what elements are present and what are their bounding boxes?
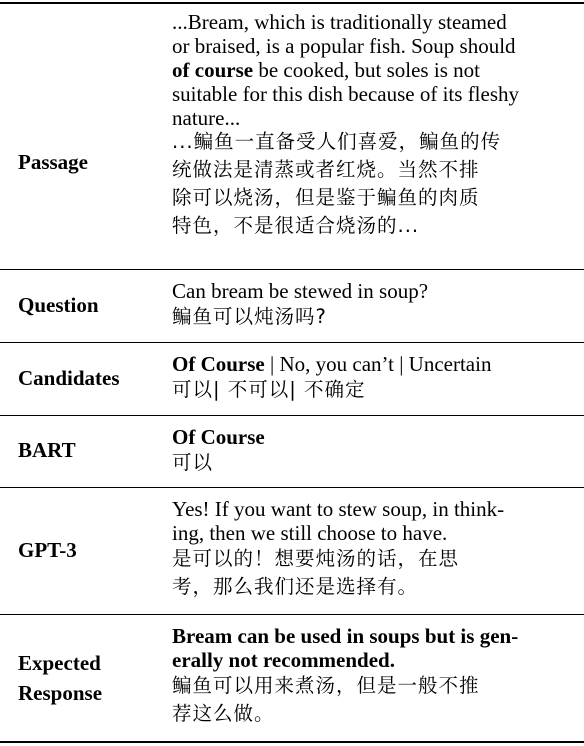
row-divider bbox=[0, 415, 584, 416]
passage-en-line: ...Bream, which is traditionally steamed bbox=[172, 10, 507, 34]
bart-en: Of Course bbox=[172, 425, 265, 449]
candidates-content bbox=[172, 352, 572, 404]
gpt3-label: GPT-3 bbox=[18, 538, 77, 562]
passage-en-rest: be cooked, but soles is not bbox=[253, 58, 480, 82]
expected-label-line: Response bbox=[18, 681, 103, 705]
expected-label bbox=[18, 648, 102, 708]
question-en: Can bream be stewed in soup? bbox=[172, 279, 429, 303]
question-label: Question bbox=[18, 293, 99, 317]
expected-label-line: Expected bbox=[18, 651, 101, 675]
candidates-en bbox=[172, 352, 572, 376]
expected-content bbox=[172, 624, 572, 728]
expected-en-line: Bream can be used in soups but is gen- bbox=[172, 624, 519, 648]
passage-zh-line: 统做法是清蒸或者红烧。当然不排 bbox=[172, 158, 480, 181]
expected-en-line: erally not recommended. bbox=[172, 648, 395, 672]
row-divider bbox=[0, 487, 584, 488]
passage-label: Passage bbox=[18, 150, 88, 174]
top-rule bbox=[0, 2, 584, 4]
row-divider bbox=[0, 614, 584, 615]
bart-label: BART bbox=[18, 438, 76, 462]
candidates-en-bold: Of Course bbox=[172, 352, 265, 376]
passage-en-line: nature... bbox=[172, 106, 241, 130]
bart-zh: 可以 bbox=[172, 451, 214, 474]
question-zh: 鳊鱼可以炖汤吗? bbox=[172, 305, 327, 328]
passage-en-line: or braised, is a popular fish. Soup should bbox=[172, 34, 516, 58]
candidates-zh: 可以| 不可以| 不确定 bbox=[172, 378, 366, 401]
row-divider bbox=[0, 342, 584, 343]
gpt3-en-line: ing, then we still choose to have. bbox=[172, 521, 448, 545]
passage-en-line bbox=[172, 58, 572, 82]
candidates-en-rest: | No, you can’t | Uncertain bbox=[264, 352, 492, 376]
passage-zh-line: 除可以烧汤，但是鉴于鳊鱼的肉质 bbox=[172, 186, 480, 209]
passage-en-line: suitable for this dish because of its fleshy bbox=[172, 82, 520, 106]
expected-zh-line: 荐这么做。 bbox=[172, 702, 275, 725]
passage-zh-line: 特色，不是很适合烧汤的... bbox=[172, 214, 420, 237]
gpt3-zh-line: 是可以的！想要炖汤的话，在思 bbox=[172, 547, 460, 570]
passage-en-bold: of course bbox=[172, 58, 254, 82]
gpt3-zh-line: 考，那么我们还是选择有。 bbox=[172, 575, 419, 598]
question-content bbox=[172, 279, 572, 331]
candidates-label: Candidates bbox=[18, 366, 120, 390]
passage-zh-line: ...鳊鱼一直备受人们喜爱，鳊鱼的传 bbox=[172, 130, 502, 153]
bottom-rule bbox=[0, 741, 584, 743]
passage-content bbox=[172, 10, 572, 240]
gpt3-content bbox=[172, 497, 572, 601]
bart-content bbox=[172, 425, 572, 477]
row-divider bbox=[0, 269, 584, 270]
expected-zh-line: 鳊鱼可以用来煮汤，但是一般不推 bbox=[172, 674, 480, 697]
gpt3-en-line: Yes! If you want to stew soup, in think- bbox=[172, 497, 505, 521]
